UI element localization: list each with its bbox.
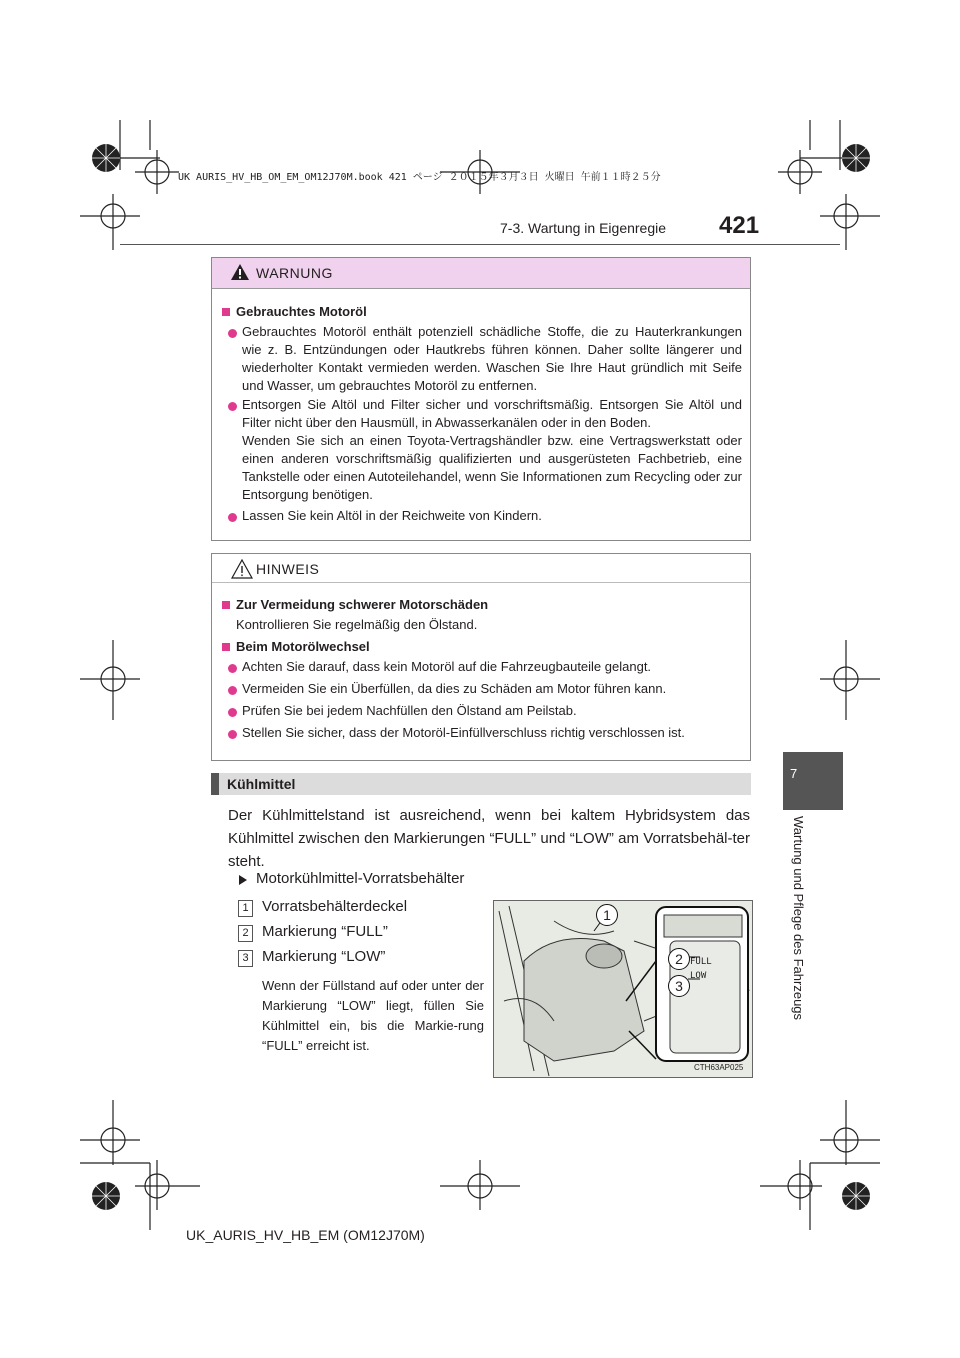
figure-callout: 2	[668, 948, 690, 970]
bullet-icon	[228, 730, 237, 739]
chapter-title: Wartung und Pflege des Fahrzeugs	[791, 816, 806, 1021]
document-id: UK_AURIS_HV_HB_EM (OM12J70M)	[186, 1227, 425, 1243]
chapter-number: 7	[790, 766, 798, 781]
warning-title: WARNUNG	[256, 265, 333, 281]
warning-triangle-icon	[230, 262, 250, 282]
notice-box	[211, 553, 751, 761]
warning-item: Lassen Sie kein Altöl in der Reichweite von Kindern.	[242, 508, 542, 523]
notice-item: Achten Sie darauf, dass kein Motoröl auf die Fahrzeugbauteile gelangt.	[242, 659, 652, 674]
callout-label: Markierung “FULL”	[262, 923, 388, 940]
warning-box	[211, 257, 751, 541]
notice-item: Stellen Sie sicher, dass der Motoröl-Einfüllverschluss richtig verschlossen ist.	[242, 725, 685, 740]
notice-header	[212, 554, 750, 583]
bullet-icon	[228, 513, 237, 522]
coolant-note: Wenn der Füllstand auf oder unter der Markierung “LOW” liegt, füllen Sie Kühlmittel ein, bis die Markie-rung “FULL” erreicht ist.	[262, 978, 484, 1053]
bullet-icon	[228, 708, 237, 717]
bullet-icon	[228, 329, 237, 338]
header-divider	[120, 244, 840, 245]
figure-code: CTH63AP025	[694, 1063, 744, 1072]
figure-callout: 1	[596, 904, 618, 926]
section-title: 7-3. Wartung in Eigenregie	[500, 220, 667, 236]
square-bullet-icon	[222, 308, 230, 316]
low-marking: LOW	[690, 971, 707, 981]
caution-triangle-icon	[230, 558, 254, 580]
notice-heading: Beim Motorölwechsel	[236, 639, 370, 654]
warning-item: Wenden Sie sich an einen Toyota-Vertragshändler bzw. eine Vertragswerkstatt oder einen anderen vorschriftsmäßig qualifizierten und ausgerüsteten Fachbetrieb, eine Tankstelle oder einen Autoteilehandel, wenn Sie Informationen zum Recycling oder zur Entsorgung benötigen.	[242, 433, 742, 502]
coolant-reservoir-figure	[493, 900, 753, 1078]
bullet-icon	[228, 686, 237, 695]
chapter-tab	[783, 752, 843, 810]
page-number: 421	[719, 212, 760, 239]
coolant-subheading: Motorkühlmittel-Vorratsbehälter	[256, 870, 465, 887]
bullet-icon	[228, 402, 237, 411]
callout-label: Vorratsbehälterdeckel	[262, 898, 408, 915]
square-bullet-icon	[222, 643, 230, 651]
bullet-icon	[228, 664, 237, 673]
warning-heading: Gebrauchtes Motoröl	[236, 304, 367, 319]
notice-text: Kontrollieren Sie regelmäßig den Ölstand.	[236, 617, 478, 632]
callout-number: 2	[238, 925, 253, 942]
notice-heading: Zur Vermeidung schwerer Motorschäden	[236, 597, 489, 612]
engine-bay-illustration	[494, 901, 752, 1077]
warning-header	[212, 258, 750, 289]
notice-item: Vermeiden Sie ein Überfüllen, da dies zu Schäden am Motor führen kann.	[242, 681, 667, 696]
coolant-intro: Der Kühlmittelstand ist ausreichend, wenn bei kaltem Hybridsystem das Kühlmittel zwischen den Markierungen “FULL” und “LOW” am Vorratsbehäl-ter steht.	[228, 807, 750, 870]
full-marking: FULL	[690, 957, 712, 967]
notice-item: Prüfen Sie bei jedem Nachfüllen den Ölstand am Peilstab.	[242, 703, 577, 718]
arrow-bullet-icon	[238, 874, 248, 886]
section-heading-bar	[211, 773, 751, 795]
warning-item: Entsorgen Sie Altöl und Filter sicher und vorschriftsmäßig. Entsorgen Sie Altöl und Filter nicht über den Hausmüll, in Abwasserkanälen oder in den Boden.	[242, 397, 742, 430]
callout-label: Markierung “LOW”	[262, 948, 386, 965]
figure-callout: 3	[668, 975, 690, 997]
book-info: UK AURIS_HV_HB_OM_EM_OM12J70M.book 421 ページ ２０１５年３月３日 火曜日 午前１１時２５分	[178, 172, 661, 183]
callout-number: 1	[238, 900, 253, 917]
warning-item: Gebrauchtes Motoröl enthält potenziell schädliche Stoffe, die zu Hauterkrankungen wie z. B. Entzündungen oder Hautkrebs führen können. Daher sollte längerer und wiederholter Kontakt vermieden werden. Waschen Sie Ihre Haut gründlich mit Seife und Wasser, um gebrauchtes Motoröl zu entfernen.	[242, 324, 742, 393]
square-bullet-icon	[222, 601, 230, 609]
callout-number: 3	[238, 950, 253, 967]
notice-title: HINWEIS	[256, 561, 320, 577]
section-heading: Kühlmittel	[227, 776, 296, 792]
